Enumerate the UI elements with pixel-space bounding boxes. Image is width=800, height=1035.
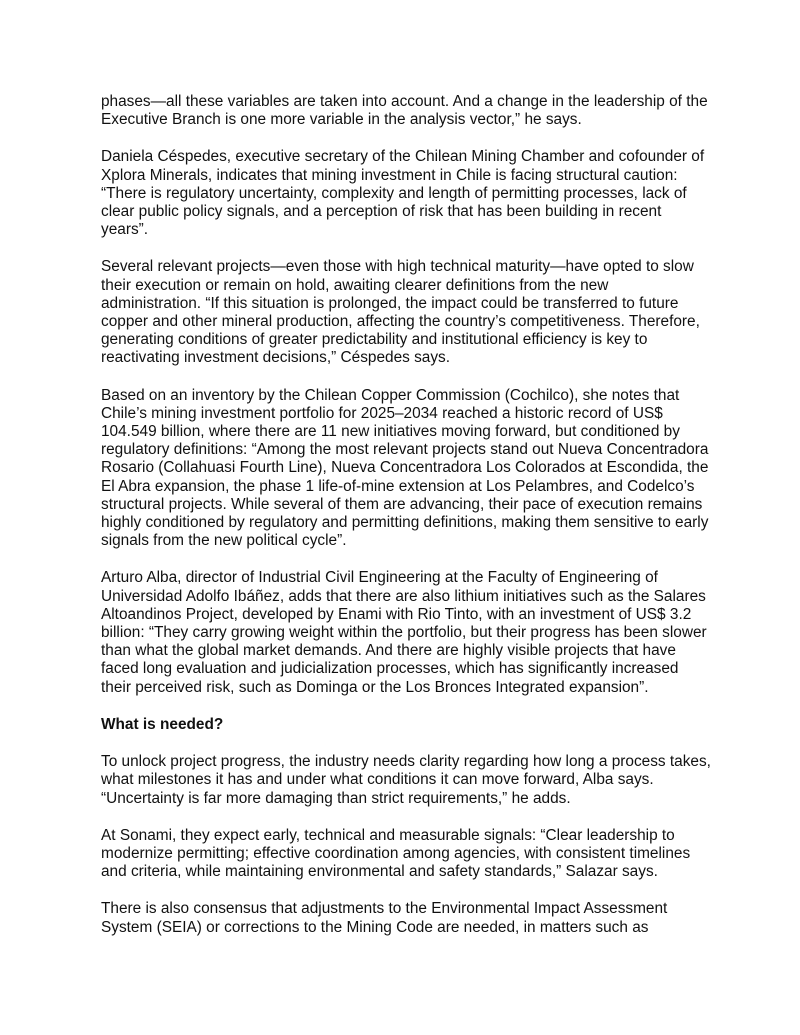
- paragraph-cochilco-portfolio: Based on an inventory by the Chilean Copper Commission (Cochilco), she notes that Chile’s mining investment portfolio for 2025–2034 reached a historic record of US$ 104.549 billion, where there are 11 new initiatives moving forward, but conditioned by regulatory definitions: “Among the most relevant projects stand out Nueva Concentradora Rosario (Collahuasi Fourth Line), Nueva Concentradora Los Colorados at Escondida, the El Abra expansion, the phase 1 life-of-mine extension at Los Pelambres, and Codelco’s structural projects. While several of them are advancing, their pace of execution remains highly conditioned by regulatory and permitting definitions, making them sensitive to early signals from the new political cycle”.: [101, 386, 709, 550]
- paragraph-sonami-signals: At Sonami, they expect early, technical and measurable signals: “Clear leadership to modernize permitting; effective coordination among agencies, with consistent timelines and criteria, while maintaining environmental and safety standards,” Salazar says.: [101, 826, 691, 881]
- article-body: [101, 93, 711, 956]
- paragraph-executive-branch-quote: phases—all these variables are taken into account. And a change in the leadership of the Executive Branch is one more variable in the analysis vector,” he says.: [101, 93, 708, 129]
- paragraph-clarity-needed: To unlock project progress, the industry needs clarity regarding how long a process takes, what milestones it has and under what conditions it can move forward, Alba says. “Uncertainty is far more damaging than strict requirements,” he adds.: [101, 753, 711, 807]
- paragraph-cespedes-caution: Daniela Céspedes, executive secretary of the Chilean Mining Chamber and cofounder of Xplora Minerals, indicates that mining investment in Chile is facing structural caution: “There is regulatory uncertainty, complexity and length of permitting processes, lack of clear public policy signals, and a perception of risk that has been building in recent years”.: [101, 148, 705, 239]
- paragraph-seia-consensus: There is also consensus that adjustments to the Environmental Impact Assessment System (SEIA) or corrections to the Mining Code are needed, in matters such as: [101, 900, 668, 936]
- paragraph-projects-on-hold: Several relevant projects—even those with high technical maturity—have opted to slow their execution or remain on hold, awaiting clearer definitions from the new administration. “If this situation is prolonged, the impact could be transferred to future copper and other mineral production, affecting the country’s competitiveness. Therefore, generating conditions of greater predictability and institutional efficiency is key to reactivating investment decisions,” Céspedes says.: [101, 258, 700, 367]
- section-heading: What is needed?: [101, 715, 224, 733]
- paragraph-alba-lithium: Arturo Alba, director of Industrial Civil Engineering at the Faculty of Engineering of Universidad Adolfo Ibáñez, adds that there are also lithium initiatives such as the Salares Altoandinos Project, developed by Enami with Rio Tinto, with an investment of US$ 3.2 billion: “They carry growing weight within the portfolio, but their progress has been slower than what the global market demands. And there are highly visible projects that have faced long evaluation and judicialization processes, which has significantly increased their perceived risk, such as Dominga or the Los Bronces Integrated expansion”.: [101, 569, 707, 696]
